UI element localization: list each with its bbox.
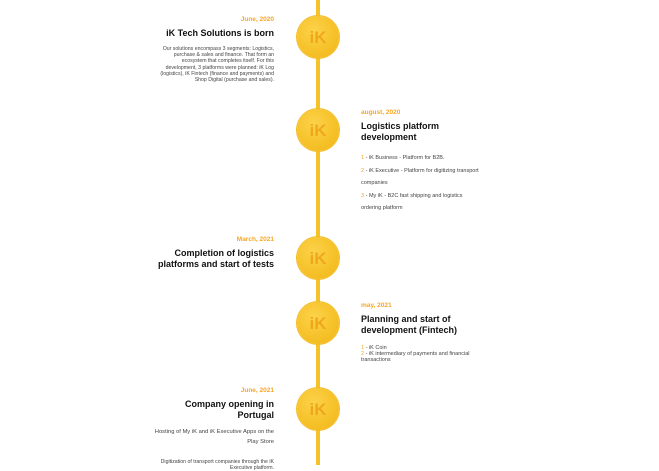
- event-title: Completion of logistics platforms and start of tests: [157, 248, 274, 269]
- list-item: 3 - My iK - B2C fast shipping and logistics ordering platform: [361, 192, 463, 211]
- event-date: June, 2021: [240, 387, 274, 394]
- event-date: may, 2021: [361, 302, 392, 309]
- timeline-node-3: [297, 237, 339, 279]
- event-title: Company opening in Portugal: [185, 399, 274, 420]
- ik-logo-icon: [297, 16, 339, 58]
- svg-text:iK: iK: [309, 121, 327, 140]
- event-title: Planning and start of development (Fintech): [361, 314, 458, 335]
- ik-logo-icon: [297, 237, 339, 279]
- ik-logo-icon: [297, 109, 339, 151]
- event-title: iK Tech Solutions is born: [166, 28, 274, 38]
- event-4: [361, 302, 476, 364]
- event-title: Logistics platform development: [361, 121, 440, 142]
- svg-text:iK: iK: [309, 400, 327, 419]
- timeline-node-1: [297, 16, 339, 58]
- timeline-node-4: [297, 302, 339, 344]
- event-description: Hosting of My iK and iK Executive Apps on the Play Store: [154, 429, 274, 445]
- svg-text:iK: iK: [309, 28, 327, 47]
- list-item: 1 - iK Business - Platform for B2B.: [361, 155, 445, 161]
- list-item: 1 - iK Coin: [361, 345, 387, 351]
- event-5: [149, 387, 274, 471]
- event-date: June, 2020: [240, 16, 274, 23]
- list-item: 2 - iK intermediary of payments and financial transactions: [361, 351, 470, 364]
- event-3: [154, 236, 274, 270]
- timeline-node-5: [297, 388, 339, 430]
- event-list: [361, 152, 481, 215]
- event-1: [144, 16, 274, 83]
- ik-logo-icon: [297, 388, 339, 430]
- event-date: august, 2020: [361, 109, 401, 116]
- event-list: [361, 345, 476, 364]
- event-description-2: Digitization of transport companies through the iK Executive platform.: [160, 459, 274, 471]
- timeline-node-2: [297, 109, 339, 151]
- svg-text:iK: iK: [309, 314, 327, 333]
- svg-text:iK: iK: [309, 249, 327, 268]
- event-description: Our solutions encompass 3 segments: Logistics, purchase & sales and finance. That form an ecosystem that completes itself. For this development, 3 platforms were planned: iK Log (logistics), iK Fintech (finance and payments) and Shop Digital (purchase and sales).: [160, 46, 274, 84]
- list-item: 2 - iK Executive - Platform for digitizing transport companies: [361, 167, 479, 186]
- event-date: March, 2021: [236, 236, 274, 243]
- ik-logo-icon: [297, 302, 339, 344]
- event-2: [361, 109, 481, 215]
